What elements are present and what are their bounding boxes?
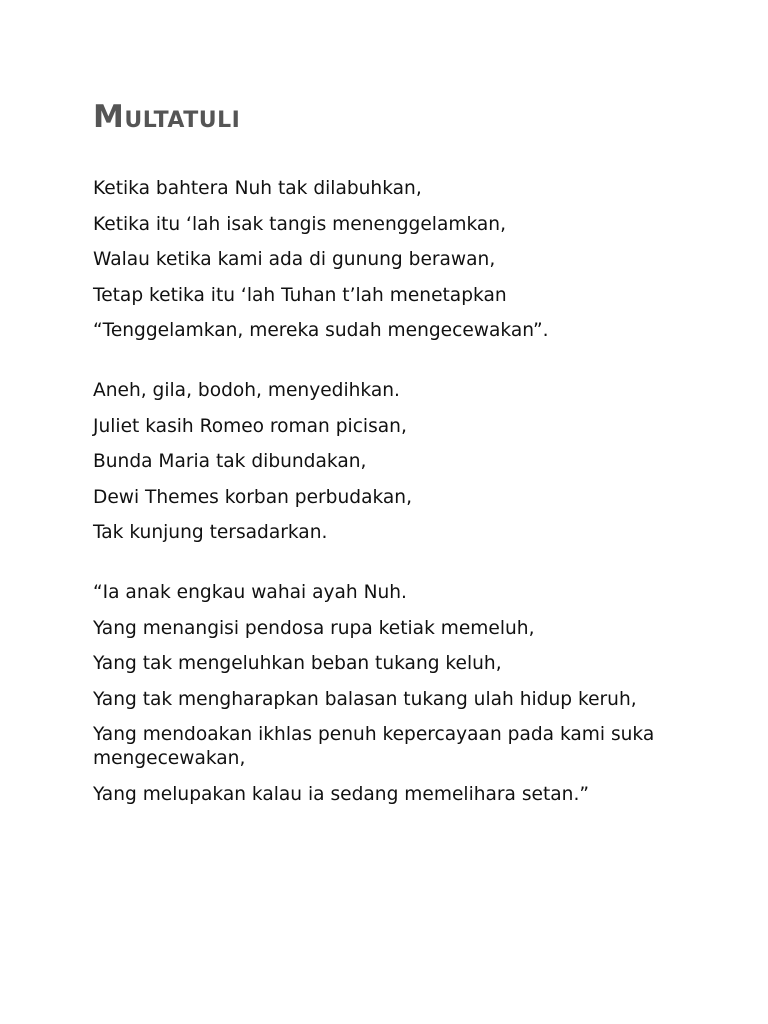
poem-line: Dewi Themes korban perbudakan, [93,486,412,508]
poem-line: Yang tak mengeluhkan beban tukang keluh, [93,653,502,674]
poem-line: Yang tak mengharapkan balasan tukang ulah hidup keruh, [93,688,637,710]
stanza-1 [93,177,683,343]
poem-line: Bunda Maria tak dibundakan, [93,451,367,472]
poem-line: “Ia anak engkau wahai ayah Nuh. [93,582,407,603]
poem-line: Tak kunjung tersadarkan. [93,522,328,543]
document-page [93,98,683,818]
poem-line: Aneh, gila, bodoh, menyedihkan. [93,380,400,401]
poem-line: Juliet kasih Romeo roman picisan, [93,415,407,437]
poem-line: “Tenggelamkan, mereka sudah mengecewakan”. [93,320,549,341]
poem-line: Ketika bahtera Nuh tak dilabuhkan, [93,178,422,199]
poem-line: Yang melupakan kalau ia sedang memelihara setan.” [93,783,590,805]
poem-line: Yang mendoakan ikhlas penuh kepercayaan pada kami suka mengecewakan, [93,724,655,769]
poem-line: Ketika itu ‘lah isak tangis menenggelamkan, [93,213,506,235]
poem-line: Walau ketika kami ada di gunung berawan, [93,249,496,270]
poem-line: Tetap ketika itu ‘lah Tuhan t’lah menetapkan [93,284,507,306]
stanza-3 [93,581,683,807]
poem-line: Yang menangisi pendosa rupa ketiak memeluh, [93,617,535,639]
poem-title: Multatuli [93,99,241,135]
stanza-2 [93,379,683,545]
